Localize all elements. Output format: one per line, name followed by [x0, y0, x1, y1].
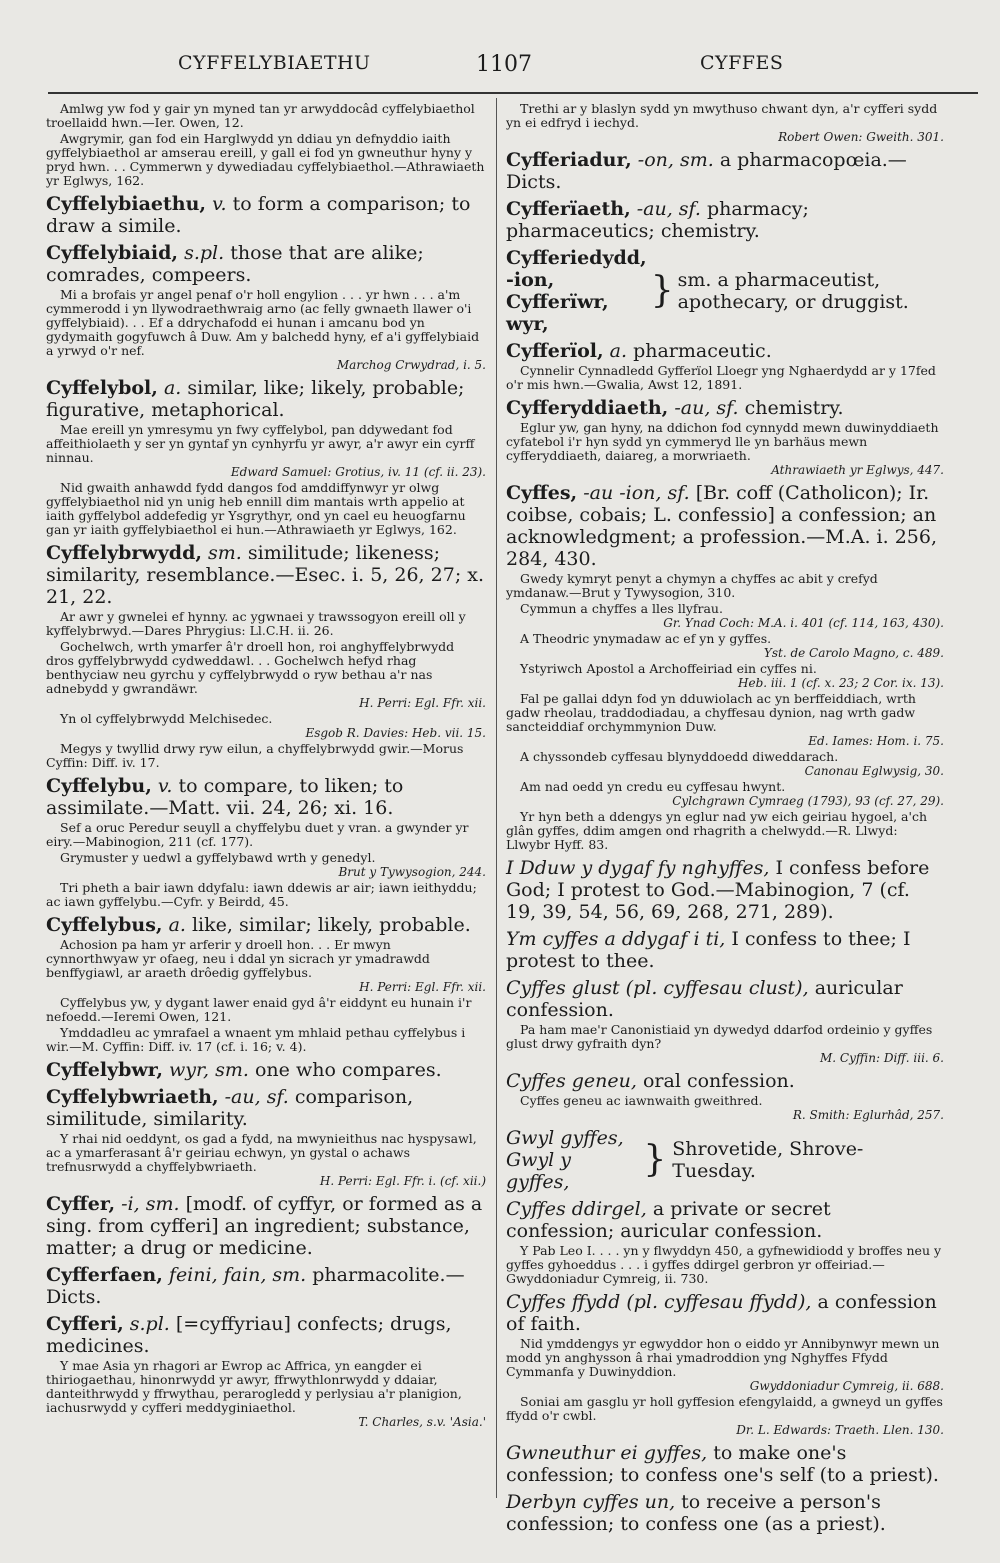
entry-headword: Cyfferyddiaeth,	[506, 397, 669, 419]
entry-definition: pharmacolite.—Dicts.	[46, 1264, 465, 1308]
entry-definition: sm. a pharmaceutist, apothecary, or druggist.	[677, 269, 909, 313]
entry-headword: Cyffelybu,	[46, 775, 152, 797]
citation-quote: Pa ham mae'r Canonistiaid yn dywedyd ddarfod ordeinio y gyffes glust drwy gyfraith dyn?	[506, 1022, 933, 1051]
entry-headword: Cyfferiedydd, -ion,	[506, 247, 647, 291]
entry-headword: Cyffelybiaid,	[46, 242, 179, 264]
right-column	[506, 100, 944, 1535]
entry-grammar: a.	[609, 340, 628, 362]
citation-quote: Gochelwch, wrth ymarfer â'r droell hon, roi anghyffelybrwydd dros gyffelybrwydd cydweddawl. . . Gochelwch hefyd rhag benthyciaw neu gyrchu y cyffelybrwydd o ryw bethau a'r nas adnebydd y gwrandäwr.	[46, 639, 455, 696]
citation-quote: Cyffes geneu ac iawnwaith gweithred.	[520, 1093, 763, 1108]
citation-source: Brut y Tywysogion, 244.	[338, 865, 486, 879]
entry-grammar: wyr, sm.	[169, 1059, 249, 1081]
citation-quote: Grymuster y uedwl a gyffelybawd wrth y genedyl.	[60, 850, 376, 865]
phrase-entry	[506, 1442, 944, 1486]
citation-source: Yst. de Carolo Magno, c. 489.	[763, 646, 944, 660]
citation-source: H. Perri: Egl. Ffr. xii.	[359, 696, 486, 710]
entry-definition: pharmaceutic.	[633, 340, 772, 362]
brace-glyph: }	[650, 270, 674, 311]
citation-source: Edward Samuel: Grotius, iv. 11 (cf. ii. 23).	[230, 465, 486, 479]
dictionary-entry	[46, 1193, 486, 1259]
citation-quote: Sef a oruc Peredur seuyll a chyffelybu duet y vran. a gwynder yr eiry.—Mabinogion, 211 (cf. 177).	[46, 820, 469, 849]
column-divider	[496, 98, 497, 1498]
dictionary-entry	[506, 482, 944, 570]
citation-quote: Eglur yw, gan hyny, na ddichon fod cynnydd mewn duwinyddiaeth cyfatebol i'r hyn sydd yn cymmeryd lle yn barhäus mewn cyfferyddiaeth, daiareg, a morwriaeth.	[506, 420, 939, 463]
citation-source: Robert Owen: Gweith. 301.	[778, 130, 944, 144]
phrase-entry	[506, 1070, 944, 1092]
dictionary-entry	[46, 377, 486, 421]
citation-quote: A chyssondeb cyffesau blynyddoedd diweddarach.	[520, 749, 839, 764]
entry-headword: Cyfferiadur,	[506, 149, 632, 171]
entry-headword: Cyfferi,	[46, 1313, 124, 1335]
citation-source: M. Cyffin: Diff. iii. 6.	[820, 1051, 944, 1065]
citation-source: Athrawiaeth yr Eglwys, 447.	[771, 463, 944, 477]
entry-headword: Cyffelybwriaeth,	[46, 1086, 219, 1108]
phrase-term: Gwneuthur ei gyffes,	[506, 1442, 708, 1464]
citation-source: H. Perri: Egl. Ffr. xii.	[359, 980, 486, 994]
phrase-definition: I confess before God; I protest to God.—Mabinogion, 7 (cf. 19, 39, 54, 56, 69, 268, 271, 289).	[506, 857, 930, 923]
entry-headword: Cyffelybiaethu,	[46, 193, 207, 215]
citation-quote: Cynnelir Cynnadledd Gyfferïol Lloegr yng Nghaerdydd ar y 17fed o'r mis hwn.—Gwalia, Awst 12, 1891.	[506, 363, 936, 392]
citation-source: Cylchgrawn Cymraeg (1793), 93 (cf. 27, 29).	[672, 794, 944, 808]
header-rule	[48, 92, 978, 94]
phrase-term: Gwyl gyffes,	[506, 1127, 624, 1149]
entry-grammar: feini, fain, sm.	[168, 1264, 307, 1286]
dictionary-entry	[46, 1086, 486, 1130]
entry-headwords	[506, 247, 647, 335]
citation-quote: Ystyriwch Apostol a Archoffeiriad ein cyffes ni.	[520, 661, 817, 676]
phrase-entry	[506, 977, 944, 1021]
running-header	[0, 52, 1000, 92]
header-right-guideword: CYFFES	[700, 52, 784, 74]
phrase-term: Cyffes ffydd (pl. cyffesau ffydd),	[506, 1291, 812, 1313]
citation-quote: Trethi ar y blaslyn sydd yn mwythuso chwant dyn, a'r cyfferi sydd yn ei edfryd i iechyd.	[506, 101, 938, 130]
entry-definition: [modf. of cyffyr, or formed as a sing. from cyfferi] an ingredient; substance, matter; a drug or medicine.	[46, 1193, 483, 1259]
phrase-definition: to receive a person's confession; to confess one (as a priest).	[506, 1491, 886, 1535]
dictionary-entry-group	[506, 247, 944, 335]
left-column	[46, 100, 486, 1520]
phrase-term: Derbyn cyffes un,	[506, 1491, 676, 1513]
phrase-definition: oral confession.	[642, 1070, 795, 1092]
phrase-definition: I confess to thee; I protest to thee.	[506, 928, 911, 972]
citation-source: R. Smith: Eglurhâd, 257.	[792, 1108, 944, 1122]
entry-grammar: a.	[163, 377, 182, 399]
citation-quote: Yr hyn beth a ddengys yn eglur nad yw eich geiriau hygoel, a'ch glân gyffes, ddim amgen ond rhagrith a chelwydd.—R. Llwyd: Llwybr Hyff. 83.	[506, 809, 927, 852]
phrase-term: Ym cyffes a ddygaf i ti,	[506, 928, 726, 950]
phrase-term: Gwyl y gyffes,	[506, 1149, 572, 1193]
phrase-entry	[506, 857, 944, 923]
dictionary-entry	[46, 242, 486, 286]
citation-source: T. Charles, s.v. 'Asia.'	[358, 1415, 486, 1429]
entry-definition: a pharmacopœia.—Dicts.	[506, 149, 907, 193]
entry-grammar: sm.	[208, 542, 242, 564]
entry-grammar: -au -ion, sf.	[583, 482, 690, 504]
citation-quote: Tri pheth a bair iawn ddyfalu: iawn ddewis ar air; iawn ieithyddu; ac iawn gyffelybu.—Cyfr. y Beirdd, 45.	[46, 880, 477, 909]
entry-grammar: -on, sm.	[637, 149, 714, 171]
entry-headword: Cyffes,	[506, 482, 578, 504]
citation-quote: Mi a brofais yr angel penaf o'r holl engylion . . . yr hwn . . . a'm cymmerodd i yn llywodraethwraig arno (ac felly gwnaeth llawer o'i gyffelybiaid). . . Ef a ddrychafodd ei hunan i amcanu bod yn gydymaith gogyfuwch â Duw. Am y balchedd hyny, ef a'i gyffelybiaid a yrwyd o'r nef.	[46, 287, 480, 358]
citation-quote: A Theodric ynymadaw ac ef yn y gyffes.	[520, 631, 772, 646]
citation-quote: Awgrymir, gan fod ein Harglwydd yn ddiau yn defnyddio iaith gyffelybiaethol ar amserau ereill, y gall ei fod yn gwneuthur hyny y pryd hwn. . . Cymmerwn y dywediadau cyffelybiaethol.—Athrawiaeth yr Eglwys, 162.	[46, 131, 485, 188]
citation-source: Gr. Ynad Coch: M.A. i. 401 (cf. 114, 163, 430).	[663, 616, 944, 630]
dictionary-entry	[506, 397, 944, 419]
dictionary-entry	[506, 198, 944, 242]
citation-quote: Y Pab Leo I. . . . yn y flwyddyn 450, a gyfnewidiodd y broffes neu y gyffes gyhoeddus . . . i gyffes ddirgel gerbron yr offeiriad.—Gwyddoniadur Cymreig, ii. 730.	[506, 1243, 942, 1286]
citation-quote: Ar awr y gwnelei ef hynny. ac ygwnaei y trawssogyon ereill oll y kyffelybrwyd.—Dares Phrygius: Ll.C.H. ii. 26.	[46, 609, 466, 638]
dictionary-entry	[46, 193, 486, 237]
citation-quote: Amlwg yw fod y gair yn myned tan yr arwyddocâd cyffelybiaethol troellaidd hwn.—Ier. Owen, 12.	[46, 101, 475, 130]
citation-quote: Am nad oedd yn credu eu cyffesau hwynt.	[520, 779, 786, 794]
entry-definition: those that are alike; comrades, compeers.	[46, 242, 424, 286]
entry-headword: Cyfferïaeth,	[506, 198, 631, 220]
dictionary-entry	[506, 340, 944, 362]
citation-source: Ed. Iames: Hom. i. 75.	[808, 734, 944, 748]
entry-definition: [=cyffyriau] confects; drugs, medicines.	[46, 1313, 452, 1357]
citation-source: H. Perri: Egl. Ffr. i. (cf. xii.)	[319, 1174, 486, 1188]
phrase-definition: auricular confession.	[506, 977, 903, 1021]
phrase-definition: a confession of faith.	[506, 1291, 937, 1335]
entry-definition: similitude; likeness; similarity, resemblance.—Esec. i. 5, 26, 27; x. 21, 22.	[46, 542, 485, 608]
phrase-term: Cyffes glust (pl. cyffesau clust),	[506, 977, 809, 999]
dictionary-entry	[46, 914, 486, 936]
entry-definition: chemistry.	[744, 397, 844, 419]
entry-headword: Cyfferïwr, wyr,	[506, 291, 609, 335]
dictionary-entry	[506, 149, 944, 193]
citation-quote: Y mae Asia yn rhagori ar Ewrop ac Affrica, yn eangder ei thiriogaethau, hinonrwydd yr awyr, ffrwythlonrwydd y ddaiar, danteithrwydd y ffrwythau, perarogledd y perlysiau a'r planigion, iachusrwydd y cyfferi meddyginiaethol.	[46, 1358, 462, 1415]
citation-quote: Cymmun a chyffes a lles llyfrau.	[520, 601, 723, 616]
dictionary-entry	[46, 1264, 486, 1308]
entry-grammar: s.pl.	[184, 242, 225, 264]
citation-quote: Fal pe gallai ddyn fod yn dduwiolach ac yn berffeiddiach, wrth gadw rheolau, traddodiadau, a chyffesau dynion, nag wrth gadw sancteiddiaf orchymmynion Duw.	[506, 691, 916, 734]
entry-grammar: v.	[157, 775, 173, 797]
citation-quote: Gwedy kymryt penyt a chymyn a chyffes ac abit y crefyd ymdanaw.—Brut y Tywysogion, 310.	[506, 571, 878, 600]
citation-quote: Nid ymddengys yr egwyddor hon o eiddo yr Annibynwyr mewn un modd yn anghysson â rhai ymadroddion yng Nghyffes Ffydd Cymmanfa y Duwinyddion.	[506, 1336, 940, 1379]
citation-quote: Cyffelybus yw, y dygant lawer enaid gyd â'r eiddynt eu hunain i'r nefoedd.—Ieremi Owen, 121.	[46, 995, 472, 1024]
phrase-definition: to make one's confession; to confess one's self (to a priest).	[506, 1442, 939, 1486]
citation-quote: Achosion pa ham yr arferir y droell hon. . . Er mwyn cynnorthwyaw yr ofaeg, neu i ddal yn sicrach yr ymadrawdd benffygiawl, ar araeth drôedig gyffelybus.	[46, 937, 430, 980]
phrase-definition: a private or secret confession; auricular confession.	[506, 1198, 831, 1242]
phrase-term: I Dduw y dygaf fy nghyffes,	[506, 857, 770, 879]
entry-definition: to compare, to liken; to assimilate.—Matt. vii. 24, 26; xi. 16.	[46, 775, 404, 819]
citation-quote: Mae ereill yn ymresymu yn fwy cyffelybol, pan ddywedant fod affeithiolaeth y ser yn gyntaf yn cynhyrfu yr awyr, a'r awyr ein cyrff ninnau.	[46, 422, 475, 465]
brace-glyph: }	[643, 1139, 667, 1180]
entry-definition: pharmacy; pharmaceutics; chemistry.	[506, 198, 809, 242]
entry-grammar: -au, sf.	[636, 198, 701, 220]
phrase-term: Cyffes ddirgel,	[506, 1198, 647, 1220]
entry-headword: Cyffelybrwydd,	[46, 542, 202, 564]
citation-quote: Soniai am gasglu yr holl gyffesion efengylaidd, a gwneyd un gyffes ffydd o'r cwbl.	[506, 1394, 943, 1423]
citation-source: Esgob R. Davies: Heb. vii. 15.	[305, 726, 486, 740]
entry-grammar: -au, sf.	[674, 397, 739, 419]
citation-source: Marchog Crwydrad, i. 5.	[336, 358, 486, 372]
entry-definition: [Br. coff (Catholicon); Ir. coibse, cobais; L. confessio] a confession; an acknowledgment; a profession.—M.A. i. 256, 284, 430.	[506, 482, 938, 570]
dictionary-entry	[46, 1313, 486, 1357]
citation-source: Dr. L. Edwards: Traeth. Llen. 130.	[736, 1423, 944, 1437]
phrase-entry	[506, 1198, 944, 1242]
entry-definition: similar, like; likely, probable; figurative, metaphorical.	[46, 377, 465, 421]
entry-grammar: -i, sm.	[121, 1193, 180, 1215]
dictionary-entry	[46, 1059, 486, 1081]
entry-headword: Cyfferïol,	[506, 340, 604, 362]
citation-source: Gwyddoniadur Cymreig, ii. 688.	[749, 1379, 944, 1393]
entry-definition: like, similar; likely, probable.	[191, 914, 471, 936]
citation-quote: Megys y twyllid drwy ryw eilun, a chyffelybrwydd gwir.—Morus Cyffin: Diff. iv. 17.	[46, 741, 464, 770]
entry-definition: comparison, similitude, similarity.	[46, 1086, 414, 1130]
entry-headword: Cyffelybol,	[46, 377, 158, 399]
citation-quote: Yn ol cyffelybrwydd Melchisedec.	[60, 711, 273, 726]
entry-headword: Cyfferfaen,	[46, 1264, 163, 1286]
entry-headword: Cyffelybus,	[46, 914, 163, 936]
entry-headword: Cyffelybwr,	[46, 1059, 163, 1081]
citation-source: Heb. iii. 1 (cf. x. 23; 2 Cor. ix. 13).	[738, 676, 944, 690]
phrase-entry	[506, 928, 944, 972]
citation-source: Canonau Eglwysig, 30.	[804, 764, 944, 778]
phrase-term: Cyffes geneu,	[506, 1070, 637, 1092]
dictionary-entry	[46, 775, 486, 819]
phrase-definition: Shrovetide, Shrove-Tuesday.	[672, 1138, 864, 1182]
entry-grammar: v.	[212, 193, 227, 215]
entry-grammar: -au, sf.	[224, 1086, 289, 1108]
phrase-forms	[506, 1127, 639, 1193]
entry-grammar: a.	[168, 914, 186, 936]
entry-definition: to form a comparison; to draw a simile.	[46, 193, 471, 237]
header-left-guideword: CYFFELYBIAETHU	[178, 52, 371, 74]
phrase-entry	[506, 1491, 944, 1535]
entry-grammar: s.pl.	[129, 1313, 170, 1335]
citation-quote: Y rhai nid oeddynt, os gad a fydd, na mwynieithus nac hyspysawl, ac a ymarferasant â'r geiriau echwyn, yn gystal o achaws trefnusrwydd a chyffelybwriaeth.	[46, 1131, 477, 1174]
page-number: 1107	[476, 52, 532, 77]
entry-definition: one who compares.	[254, 1059, 442, 1081]
entry-headword: Cyffer,	[46, 1193, 116, 1215]
phrase-entry-group	[506, 1127, 944, 1193]
dictionary-entry	[46, 542, 486, 608]
citation-quote: Ymddadleu ac ymrafael a wnaent ym mhlaid pethau cyffelybus i wir.—M. Cyffin: Diff. iv. 17 (cf. i. 16; v. 4).	[46, 1025, 466, 1054]
citation-quote: Nid gwaith anhawdd fydd dangos fod amddiffynwyr yr olwg gyffelybiaethol nid yn unig heb ennill dim mantais wrth appelio at iaith gyffelybol addefedig yr Ysgrythyr, ond yn cael eu heuogfarnu gan yr iaith gyffelybiaethol ei hun.—Athrawiaeth yr Eglwys, 162.	[46, 480, 466, 537]
phrase-entry	[506, 1291, 944, 1335]
